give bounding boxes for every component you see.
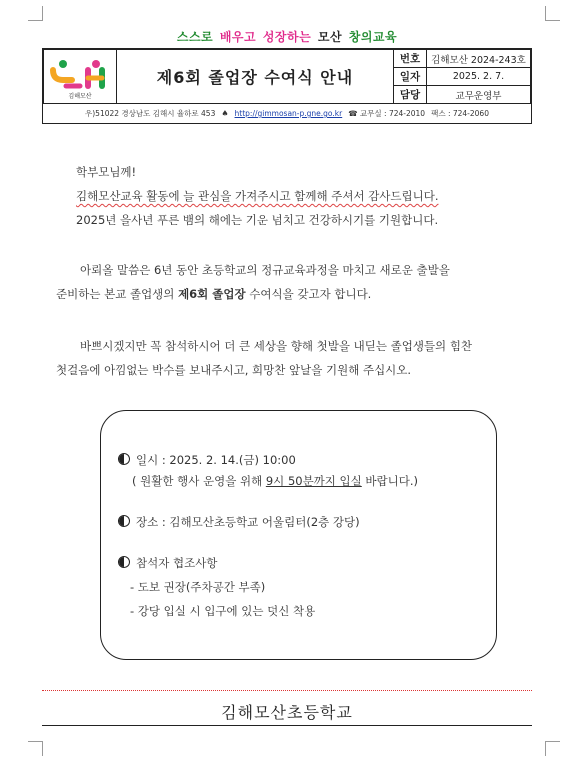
- letter-paragraph-3: [56, 334, 534, 382]
- document-info-table: [394, 50, 530, 103]
- motto-word-3: 성장하는: [262, 30, 312, 44]
- footer-divider: [42, 690, 532, 691]
- letter-line: 김해모산교육 활동에 늘 관심을 가져주시고 함께해 주셔서 감사드립니다.: [76, 189, 439, 203]
- letter-line: 바쁘시겠지만 꼭 참석하시어 더 큰 세상을 향해 첫발을 내딛는 졸업생들의 힘찬: [80, 339, 473, 353]
- event-place: [118, 514, 360, 530]
- info-row-department: [394, 86, 530, 103]
- cooperation-title-text: 참석자 협조사항: [136, 556, 218, 570]
- footer-bottom-rule: [42, 725, 532, 726]
- letter-line: 아뢰올 말씀은 6년 동안 초등학교의 정규교육과정을 마치고 새로운 출발을: [80, 263, 450, 277]
- letter-line: [56, 282, 534, 306]
- half-circle-bullet-icon: [118, 556, 130, 568]
- cooperation-item: - 강당 입실 시 입구에 있는 덧신 착용: [130, 604, 316, 618]
- event-datetime-text: 일시 : 2025. 2. 14.(금) 10:00: [136, 453, 296, 467]
- logo-caption: 김해모산: [68, 93, 92, 100]
- info-label: 번호: [394, 50, 427, 67]
- greeting: 학부모님께!: [76, 165, 137, 179]
- letter-line: 2025년 을사년 푸른 뱀의 해에는 기운 넘치고 건강하시기를 기원합니다.: [76, 213, 439, 227]
- crop-mark-top-right: [545, 6, 560, 21]
- ceremony-name: 제6회 졸업장: [178, 287, 246, 301]
- crop-mark-bottom-right: [545, 741, 560, 756]
- note-text: ( 원활한 행사 운영을 위해: [132, 474, 266, 488]
- note-text: 바랍니다.): [361, 474, 419, 488]
- school-logo-icon: [44, 50, 116, 102]
- document-header: [42, 48, 532, 104]
- half-circle-bullet-icon: [118, 515, 130, 527]
- office-phone: ☎ 교무실 : 724-2010: [348, 109, 426, 118]
- school-address-bar: [42, 104, 532, 124]
- cooperation-item: - 도보 권장(주차공간 부족): [130, 580, 266, 594]
- motto-word-1: 스스로: [176, 30, 214, 44]
- info-label: 담당: [394, 86, 427, 103]
- letter-text: 준비하는 본교 졸업생의: [56, 287, 179, 301]
- crop-mark-bottom-left: [28, 741, 43, 756]
- home-icon: ♠: [221, 109, 229, 118]
- info-row-date: [394, 68, 530, 86]
- letter-text: 수여식을 갖고자 합니다.: [245, 287, 372, 301]
- cooperation-title: [118, 555, 217, 571]
- motto-word-2: 배우고: [219, 30, 257, 44]
- arrival-time-emphasis: 9시 50분까지 입실: [265, 474, 362, 488]
- info-label: 일자: [394, 68, 427, 85]
- half-circle-bullet-icon: [118, 453, 130, 465]
- postal-address: 우)51022 경상남도 김해시 율하로 453: [85, 109, 216, 118]
- fax-number: 팩스 : 724-2060: [431, 109, 489, 118]
- school-name-signature: 김해모산초등학교: [221, 703, 353, 722]
- school-logo: [44, 50, 117, 103]
- event-place-text: 장소 : 김해모산초등학교 어울림터(2층 강당): [136, 515, 360, 529]
- crop-mark-top-left: [28, 6, 43, 21]
- motto-word-4: 모산: [317, 30, 343, 44]
- arrival-note: [132, 473, 418, 489]
- info-value: 교무운영부: [455, 90, 502, 102]
- motto-word-5: 창의교육: [348, 30, 398, 44]
- event-datetime: [118, 452, 296, 468]
- info-value: 김해모산 2024-243호: [431, 54, 526, 66]
- document-title: 제6회 졸업장 수여식 안내: [117, 50, 394, 103]
- letter-paragraph-2: [56, 258, 534, 306]
- info-row-number: [394, 50, 530, 68]
- letter-line: 첫걸음에 아낌없는 박수를 보내주시고, 희망찬 앞날을 기원해 주십시오.: [56, 363, 412, 377]
- info-value: 2025. 2. 7.: [452, 71, 505, 82]
- school-website-link[interactable]: http://gimmosan-p.gne.go.kr: [234, 109, 343, 118]
- letter-paragraph-1: [76, 160, 534, 232]
- event-details-box: [100, 410, 497, 660]
- school-motto: [0, 28, 574, 45]
